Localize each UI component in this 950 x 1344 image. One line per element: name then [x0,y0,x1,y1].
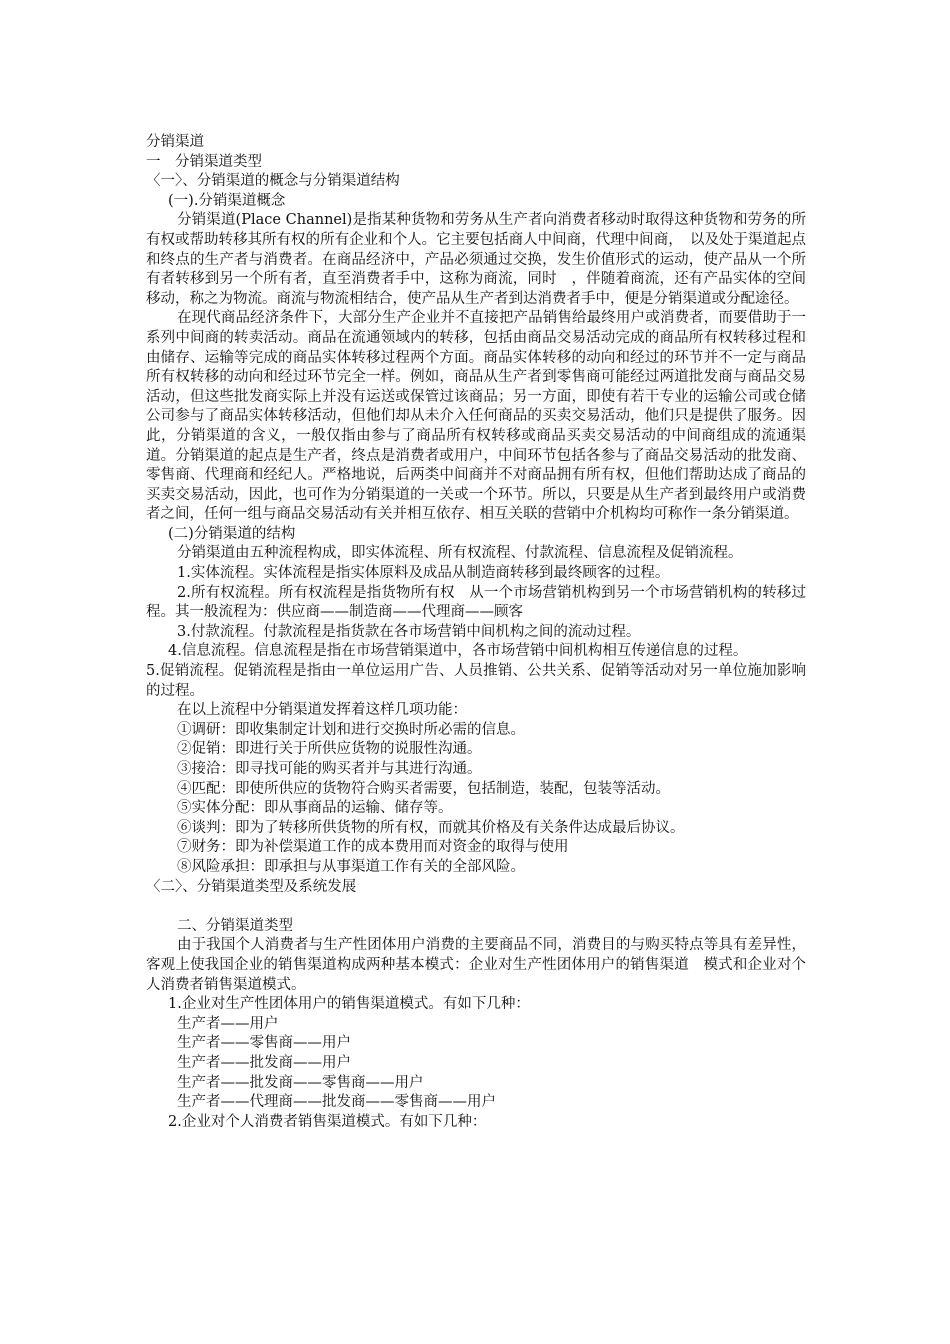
section-heading-1: 一 分销渠道类型 [146,153,262,170]
section-heading-2: 二、分销渠道类型 [177,917,293,934]
paragraph-modern-economy: 在现代商品经济条件下，大部分生产企业并不直接把产品销售给最终用户或消费者，而要借助于一系列中间商的转卖活动。商品在流通领域内的转移，包括由商品交易活动完成的商品所有权转移过程和由储存、运输等完成的商品实体转移过程两个方面。商品实体转移的动向和经过的环节并不一定与商品所有权转移的动向和经过环节完全一样。例如，商品从生产者到零售商可能经过两道批发商与商品交易活动，但这些批发商实际上并没有运送或保管过该商品；另一方面，即使有若干专业的运输公司或仓储公司参与了商品实体转移活动，但他们却从未介入任何商品的买卖交易活动，他们只是提供了服务。因此，分销渠道的含义，一般仅指由参与了商品所有权转移或商品买卖交易活动的中间商组成的流通渠道。分销渠道的起点是生产者，终点是消费者或用户，中间环节包括各参与了商品交易活动的批发商、零售商、代理商和经纪人。严格地说，后两类中间商并不对商品拥有所有权，但他们帮助达成了商品的买卖交易活动，因此，也可作为分销渠道的一关或一个环节。所以，只要是从生产者到最终用户或消费者之间，任何一组与商品交易活动有关并相互依存、相互关联的营销中介机构均可称作一条分销渠道。 [146,310,806,523]
function-item: ③接洽：即寻找可能的购买者并与其进行沟通。 [177,761,482,777]
channel-chain-item: 生产者——批发商——用户 [177,1054,351,1071]
function-item: ⑦财务：即为补偿渠道工作的成本费用而对资金的取得与使用 [177,839,569,856]
mode-heading-group-users: 1.企业对生产性团体用户的销售渠道模式。有如下几种： [168,996,530,1013]
channel-chain-list [146,1015,806,1113]
functions-intro: 在以上流程中分销渠道发挥着这样几项功能： [177,702,467,719]
function-item: ⑧风险承担：即承担与从事渠道工作有关的全部风险。 [177,858,525,875]
channel-chain-item: 生产者——零售商——用户 [177,1035,351,1052]
channel-chain-item: 生产者——批发商——零售商——用户 [177,1074,424,1091]
paragraph-five-flows: 分销渠道由五种流程构成，即实体流程、所有权流程、付款流程、信息流程及促销流程。 [177,545,743,562]
functions-list [146,721,806,878]
flow-item-promotion: 5.促销流程。促销流程是指由一单位运用广告、人员推销、公共关系、促销等活动对另一单位施加影响的过程。 [146,663,806,699]
function-item: ②促销：即进行关于所供应货物的说服性沟通。 [177,741,482,758]
subsection-heading-1-2: 〈二〉、分销渠道类型及系统发展 [146,878,357,895]
flow-item-information: 4.信息流程。信息流程是指在市场营销渠道中，各市场营销中间机构相互传递信息的过程。 [168,643,748,660]
paragraph-definition: 分销渠道(Place Channel)是指某种货物和劳务从生产者向消费者移动时取得这种货物和劳务的所有权或帮助转移其所有权的所有企业和个人。它主要包括商人中间商，代理中间商， 以及处于渠道起点和终点的生产者与消费者。在商品经济中，产品必须通过交换，发生价值形式的运动，使产品从一个所有者转移到另一个所有者，直至消费者手中，这称为商流，同时 ，伴随着商流，还有产品实体的空间移动，称之为物流。商流与物流相结合，使产品从生产者到达消费者手中，便是分销渠道或分配途径。 [146,212,806,307]
document-page [146,133,806,1132]
function-item: ⑥谈判：即为了转移所供货物的所有权，而就其价格及有关条件达成最后协议。 [177,819,685,836]
subheading-concept: (一).分销渠道概念 [168,192,286,209]
subsection-heading-1-1: 〈一〉、分销渠道的概念与分销渠道结构 [146,173,400,190]
function-item: ①调研：即收集制定计划和进行交换时所必需的信息。 [177,721,525,738]
blank-line [146,897,806,917]
subheading-structure: (二)分销渠道的结构 [168,525,296,542]
function-item: ⑤实体分配：即从事商品的运输、储存等。 [177,800,453,817]
flow-item-physical: 1.实体流程。实体流程是指实体原料及成品从制造商转移到最终顾客的过程。 [177,565,670,582]
channel-chain-item: 生产者——用户 [177,1015,279,1032]
document-title: 分销渠道 [146,134,204,150]
function-item: ④匹配：即使所供应的货物符合购买者需要，包括制造，装配，包装等活动。 [177,780,670,797]
mode-heading-individual-consumers: 2.企业对个人消费者销售渠道模式。有如下几种： [168,1113,487,1130]
paragraph-two-modes: 由于我国个人消费者与生产性团体用户消费的主要商品不同，消费目的与购买特点等具有差异性，客观上使我国企业的销售渠道构成两种基本模式：企业对生产性团体用户的销售渠道 模式和企业对个人消费者销售渠道模式。 [146,937,806,993]
flow-item-ownership: 2.所有权流程。所有权流程是指货物所有权 从一个市场营销机构到另一个市场营销机构的转移过程。其一般流程为：供应商——制造商——代理商——顾客 [146,584,806,621]
channel-chain-item: 生产者——代理商——批发商——零售商——用户 [177,1094,496,1111]
flow-item-payment: 3.付款流程。付款流程是指货款在各市场营销中间机构之间的流动过程。 [177,623,641,640]
